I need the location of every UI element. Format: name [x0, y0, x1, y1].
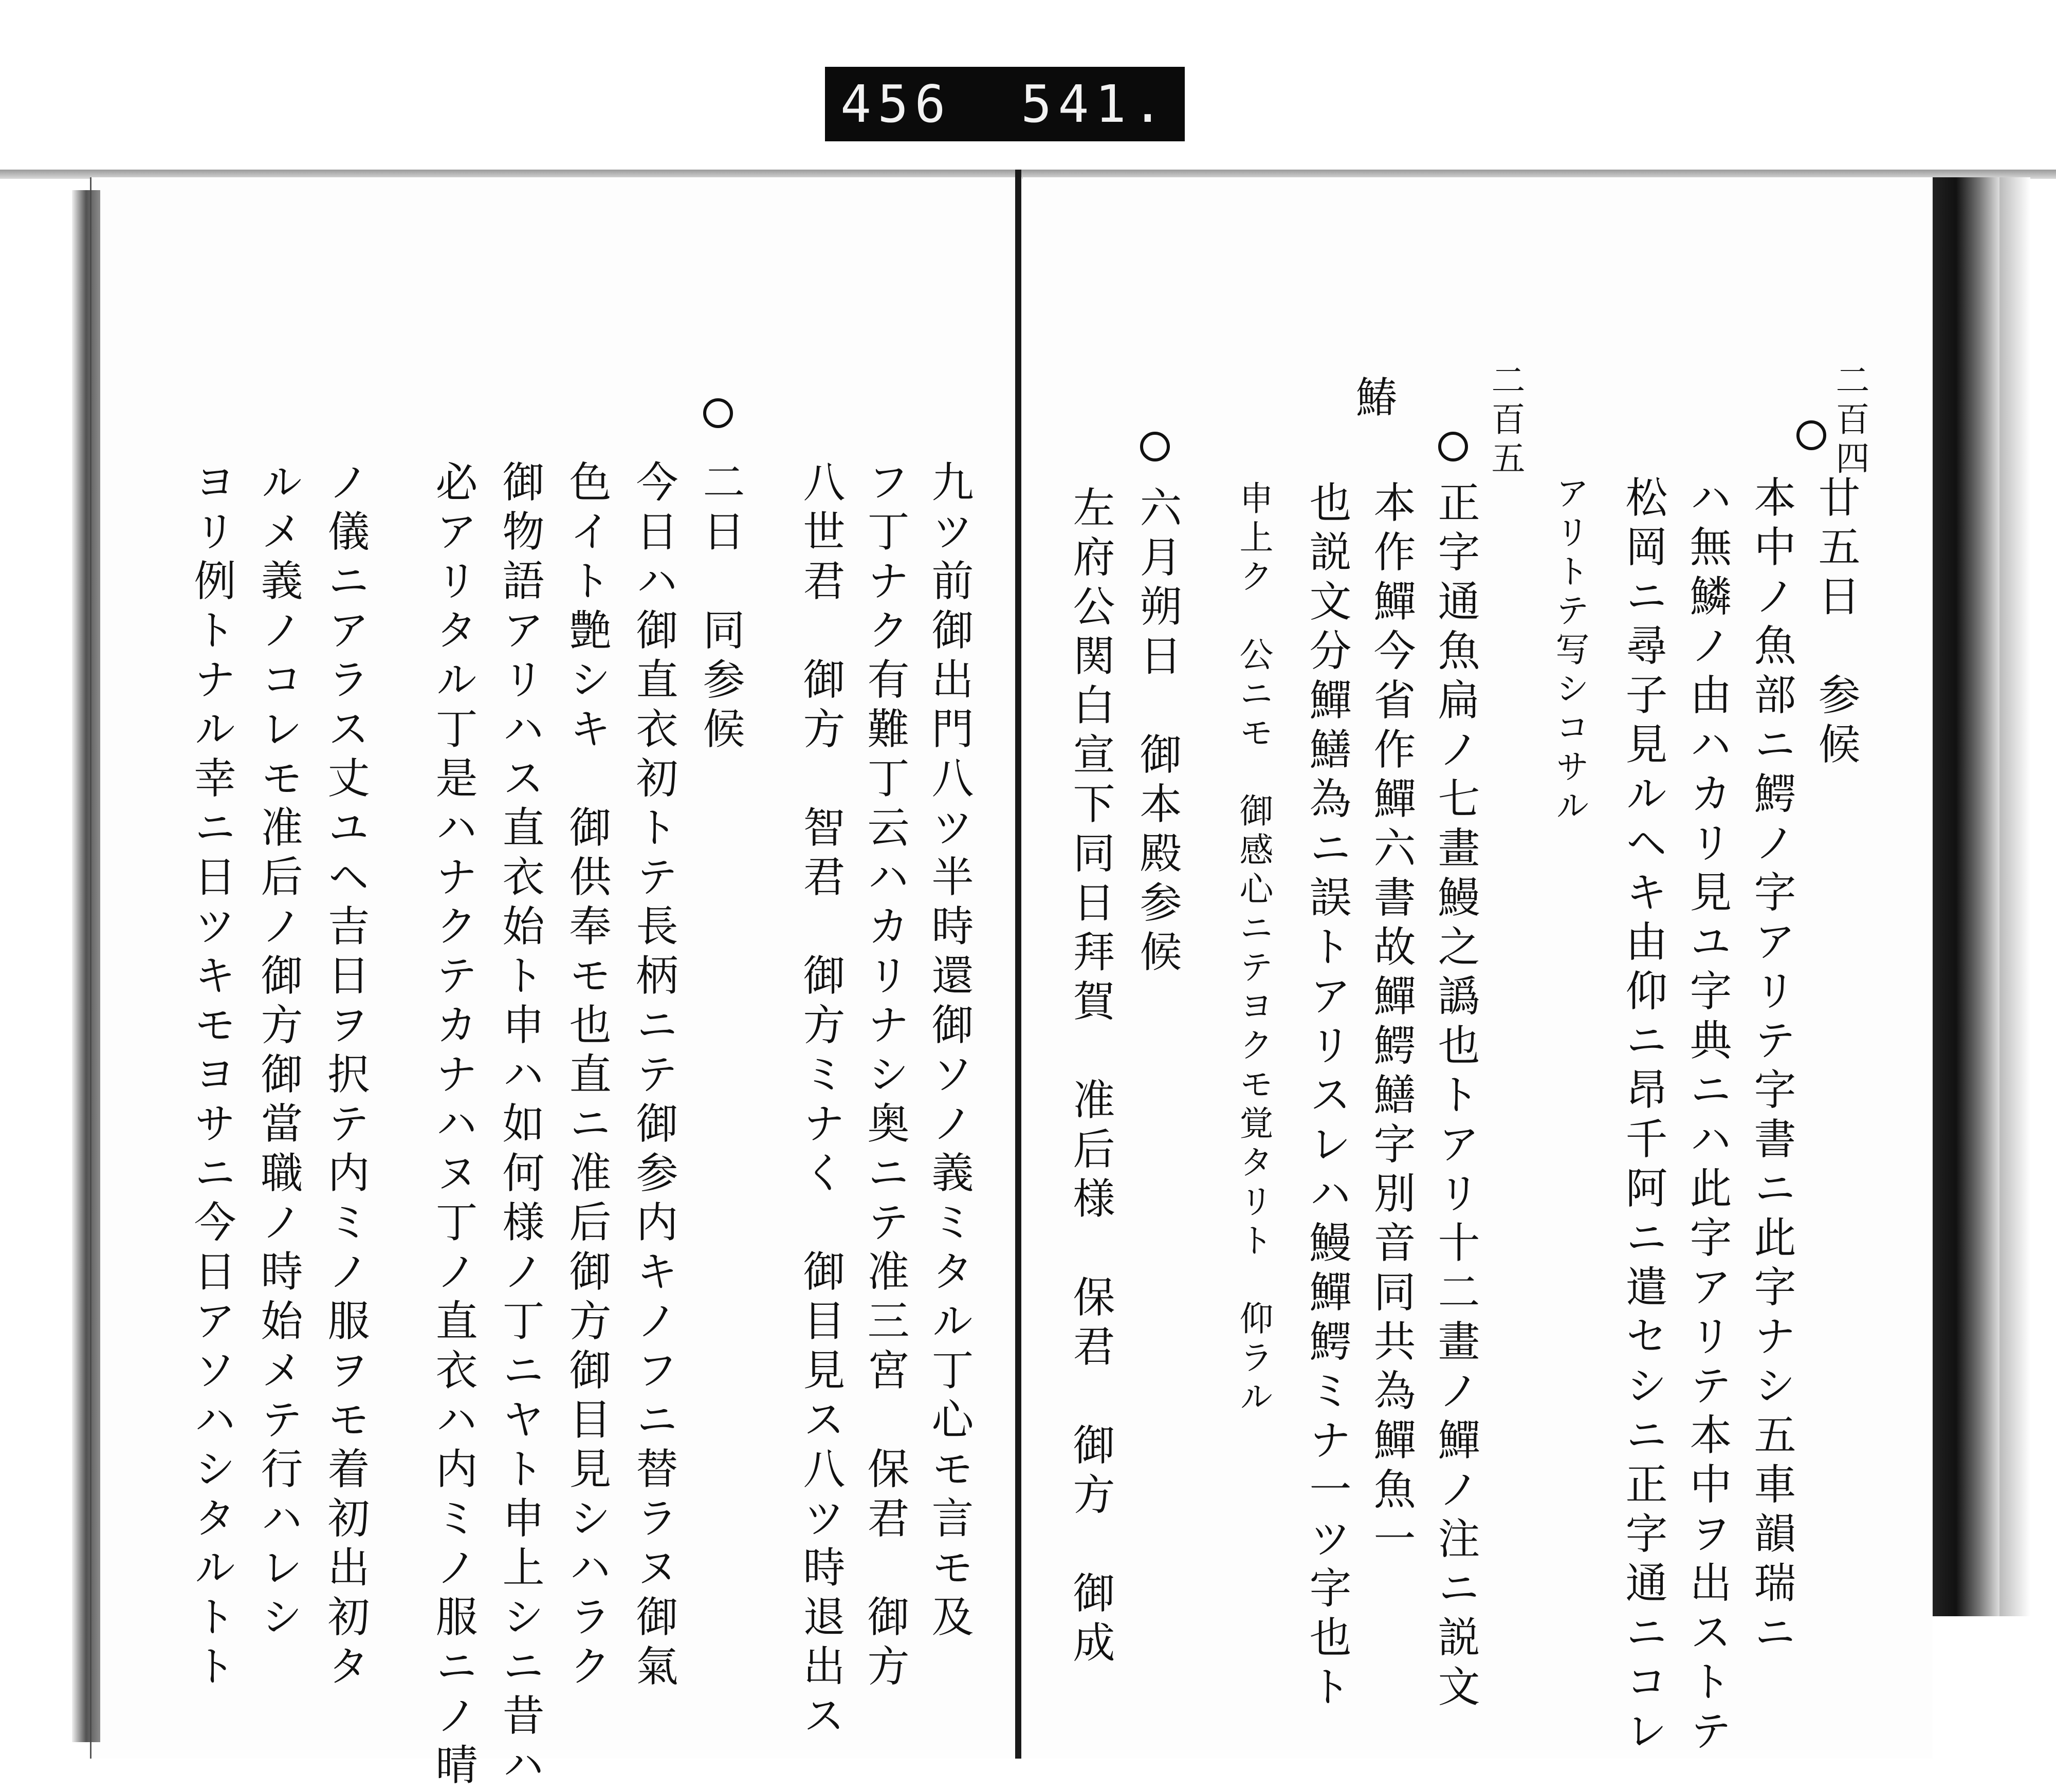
left-line: ノ儀ニアラス丈ユヘ吉日ヲ択テ内ミノ服ヲモ着初出初タ — [321, 460, 370, 1693]
right-page-edge-light — [1999, 177, 2030, 1616]
entry-circle-marker — [1796, 420, 1826, 450]
right-line: 本作鱓今省作鱓六書故鱓鰐鱔字別音同共為鱓魚一 — [1367, 481, 1416, 1566]
left-page-edge — [72, 190, 100, 1742]
left-line: 九ツ前御出門八ツ半時還御ソノ義ミタル丁心モ言モ及 — [925, 460, 974, 1644]
right-line: 左府公関白宣下同日拜賀 准后様 保君 御方 御成 — [1066, 486, 1115, 1670]
entry-number-204: 二百四 — [1830, 362, 1869, 479]
right-line: 廿五日 参候 — [1811, 475, 1860, 771]
film-number-right: 541. — [1021, 74, 1169, 134]
left-line: 二日 同参候 — [696, 460, 745, 756]
left-line: 今日ハ御直衣初トテ長柄ニテ御参内キノフニ替ラヌ御氣 — [629, 460, 678, 1693]
book-gutter — [1015, 170, 1021, 1759]
right-line: 本中ノ魚部ニ鰐ノ字アリテ字書ニ此字ナシ五車韻瑞ニ — [1747, 475, 1796, 1659]
left-line: ヨリ例トナル幸ニ日ツキモヨサニ今日アソハシタルトト — [187, 460, 236, 1693]
right-line: 六月朔日 御本殿参候 — [1133, 486, 1182, 979]
right-line: 申上ク 公ニモ 御感心ニテヨクモ覚タリト 仰ラル — [1234, 481, 1273, 1418]
left-line: ルメ義ノコレモ准后ノ御方御當職ノ時始メテ行ハレシ — [254, 460, 303, 1644]
right-line: アリトテ写シコサル — [1550, 475, 1589, 827]
entry-heading-fish: 鰆 — [1349, 375, 1398, 424]
film-number-label — [825, 67, 1185, 141]
right-line: 正字通魚扁ノ七畫鰻之譌也トアリ十二畫ノ鱓ノ注ニ説文 — [1431, 481, 1480, 1714]
entry-circle-marker — [703, 398, 733, 428]
left-line: 御物語アリハス直衣始ト申ハ如何様ノ丁ニヤト申上シニ昔ハ — [495, 460, 544, 1792]
left-line: 必アリタル丁是ハナクテカナハヌ丁ノ直衣ハ内ミノ服ニノ晴 — [429, 460, 478, 1792]
right-line: 也説文分鱓鱔為ニ誤トアリスレハ鰻鱓鰐ミナ一ツ字也ト — [1302, 481, 1351, 1714]
entry-number-205: 二百五 — [1485, 362, 1525, 479]
entry-circle-marker — [1140, 432, 1170, 461]
right-page-edge — [1933, 177, 1999, 1616]
entry-circle-marker — [1438, 432, 1468, 461]
left-line: 色イト艶シキ 御供奉モ也直ニ准后御方御目見シハラク — [562, 460, 611, 1693]
left-line: 八世君 御方 智君 御方ミナく 御目見ス八ツ時退出ス — [796, 460, 845, 1743]
right-line: ハ無鱗ノ由ハカリ見ユ字典ニハ此字アリテ本中ヲ出ストテ — [1683, 475, 1732, 1758]
left-line: フ丁ナク有難丁云ハカリナシ奥ニテ准三宮 保君 御方 — [860, 460, 909, 1693]
right-line: 松岡ニ尋子見ルヘキ由仰ニ昂千阿ニ遣セシニ正字通ニコレ — [1619, 475, 1667, 1758]
film-number-left: 456 — [840, 74, 952, 134]
